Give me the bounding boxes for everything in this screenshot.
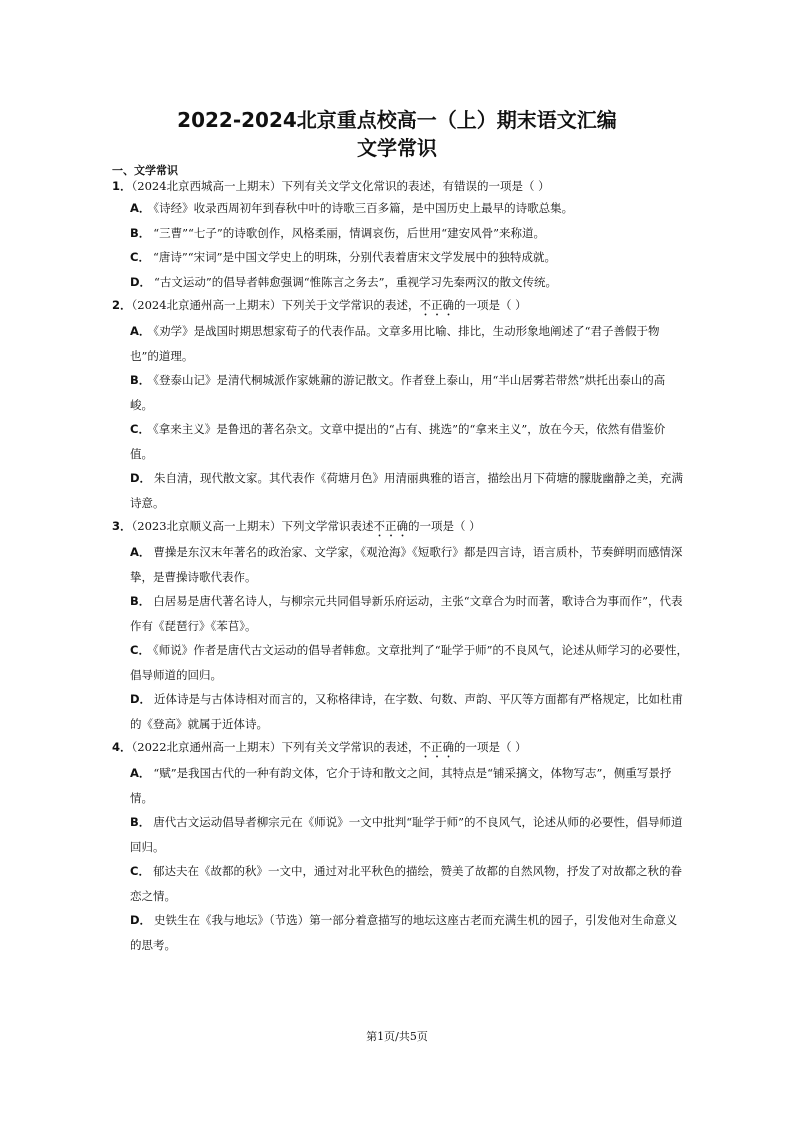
question-stem: 2．（2024北京通州高一上期末）下列关于文学常识的表述，不正确的一项是（ ）	[112, 298, 527, 312]
option-d: D． 朱自清，现代散文家。其代表作《荷塘月色》用清丽典雅的语言，描绘出月下荷塘的朦胧幽静之美，充满诗意。	[130, 471, 684, 510]
option-b: B． 《登泰山记》是清代桐城派作家姚鼐的游记散文。作者登上泰山，用“半山居雾若带然”烘托出泰山的高峻。	[130, 373, 666, 412]
document-subtitle: 文学常识	[357, 136, 437, 160]
option-c: C． 《拿来主义》是鲁迅的著名杂文。文章中提出的“占有、挑选”的“拿来主义”，放在今天，依然有借鉴价值。	[130, 422, 666, 461]
question-stem: 1．（2024北京西城高一上期末）下列有关文学文化常识的表述，有错误的一项是（ ）	[112, 179, 550, 193]
option-b: B． 白居易是唐代著名诗人，与柳宗元共同倡导新乐府运动，主张“文章合为时而著，歌诗合为事而作”，代表作有《琵琶行》《苯苢》。	[130, 594, 683, 633]
option-c: C． “唐诗”“宋词”是中国文学史上的明珠，分别代表着唐宋文学发展中的独特成就。	[130, 250, 556, 264]
section-heading: 一、文学常识	[112, 164, 178, 177]
option-a: A． 《劝学》是战国时期思想家荀子的代表作品。文章多用比喻、排比，生动形象地阐述了“君子善假于物也”的道理。	[130, 324, 660, 363]
option-a: A． 曹操是东汉末年著名的政治家、文学家，《观沧海》《短歌行》都是四言诗，语言质朴，节奏鲜明而感情深挚，是曹操诗歌代表作。	[130, 545, 683, 584]
question-1	[112, 176, 688, 294]
question-2	[112, 295, 688, 515]
page-number: 第1页/共5页	[366, 1030, 428, 1043]
option-d: D． 史铁生在《我与地坛》（节选）第一部分着意描写的地坛这座古老而充满生机的园子，引发他对生命意义的思考。	[130, 913, 678, 952]
question-4	[112, 737, 688, 957]
option-a: A． “赋”是我国古代的一种有韵文体，它介于诗和散文之间，其特点是“铺采摛文，体物写志”，侧重写景抒情。	[130, 766, 672, 805]
question-stem: 3．（2023北京顺义高一上期末）下列文学常识表述不正确的一项是（ ）	[112, 519, 481, 533]
question-3	[112, 516, 688, 736]
option-d: D． 近体诗是与古体诗相对而言的，又称格律诗，在字数、句数、声韵、平仄等方面都有严格规定，比如杜甫的《登高》就属于近体诗。	[130, 692, 684, 731]
option-d: D． “古文运动”的倡导者韩愈强调“惟陈言之务去”，重视学习先秦两汉的散文传统。	[130, 274, 558, 289]
option-b: B． 唐代古文运动倡导者柳宗元在《师说》一文中批判“耻学于师”的不良风气，论述从师的必要性，倡导师道回归。	[130, 815, 683, 854]
option-a: A． 《诗经》收录西周初年到春秋中叶的诗歌三百多篇，是中国历史上最早的诗歌总集。	[130, 201, 574, 215]
question-stem: 4．（2022北京通州高一上期末）下列有关文学常识的表述，不正确的一项是（ ）	[112, 740, 527, 754]
document-title: 2022-2024北京重点校高一（上）期末语文汇编	[177, 108, 617, 132]
option-c: C． 《师说》作者是唐代古文运动的倡导者韩愈。文章批判了“耻学于师”的不良风气，论述从师学习的必要性，倡导师道的回归。	[130, 643, 688, 682]
questions-list	[112, 176, 688, 958]
option-b: B． “三曹”“七子”的诗歌创作，风格柔丽，情调哀伤，后世用“建安风骨”来称道。	[130, 225, 546, 240]
option-c: C． 郁达夫在《故都的秋》一文中，通过对北平秋色的描绘，赞美了故都的自然风物，抒发了对故都之秋的眷恋之情。	[130, 864, 682, 903]
